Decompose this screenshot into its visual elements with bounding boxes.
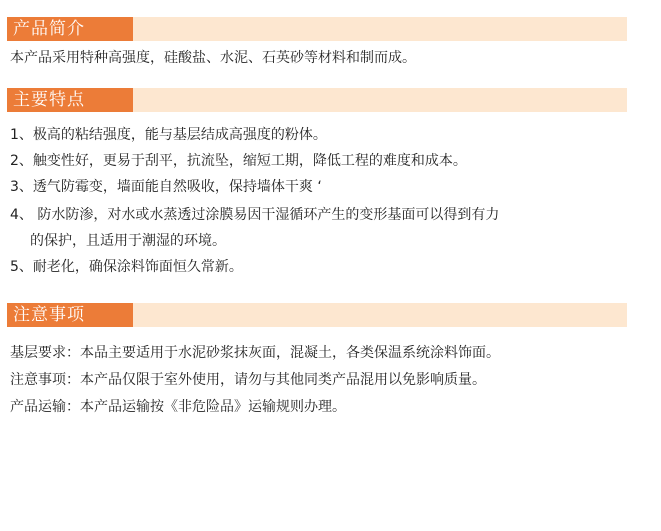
feature-item-3: 3、透气防霉变，墙面能自然吸收，保持墙体干爽 ‘ [10,179,322,195]
note-precautions: 注意事项：本产品仅限于室外使用，请勿与其他同类产品混用以免影响质量。 [10,372,486,388]
note-transport: 产品运输：本产品运输按《非危险品》运输规则办理。 [10,399,346,415]
feature-item-2: 2、触变性好，更易于刮平，抗流坠，缩短工期，降低工程的难度和成本。 [10,153,467,169]
product-intro-text: 本产品采用特种高强度，硅酸盐、水泥、石英砂等材料和制而成。 [10,50,416,66]
section-title-key-features: 主要特点 [7,88,133,112]
note-base-requirement: 基层要求：本品主要适用于水泥砂浆抹灰面，混凝土，各类保温系统涂料饰面。 [10,345,500,361]
feature-item-5: 5、耐老化，确保涂料饰面恒久常新。 [10,259,243,275]
section-header-notes [7,303,627,327]
section-header-key-features [7,88,627,112]
section-title-notes: 注意事项 [7,303,133,327]
section-title-product-intro: 产品简介 [7,17,133,41]
feature-item-4-continued: 的保护，且适用于潮湿的环境。 [30,233,226,249]
section-header-product-intro [7,17,627,41]
feature-item-4: 4、 防水防渗，对水或水蒸透过涂膜易因干湿循环产生的变形基面可以得到有力 [10,207,500,223]
feature-item-1: 1、极高的粘结强度，能与基层结成高强度的粉体。 [10,127,327,143]
